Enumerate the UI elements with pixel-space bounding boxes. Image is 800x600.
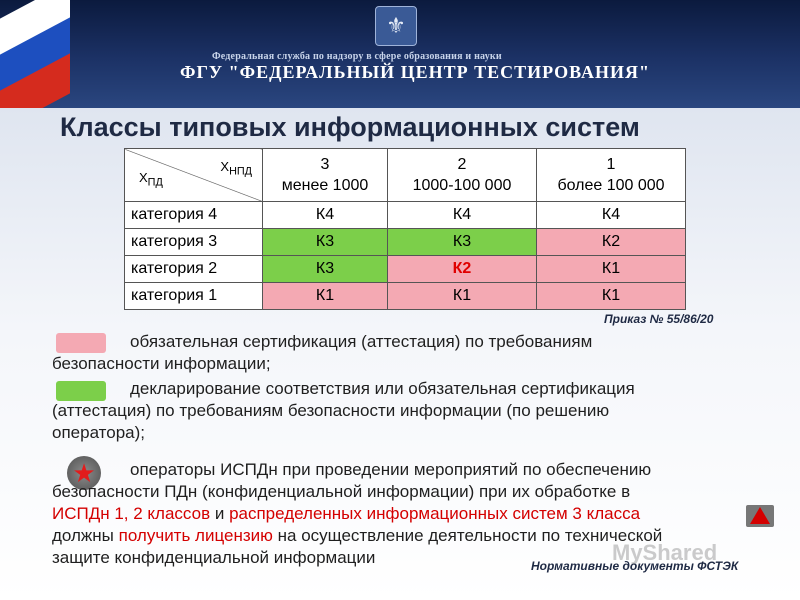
legend-green-text: декларирование соответствия или обязательная сертификация (аттестация) по требованиям безопасности информации (по решению оператора); bbox=[52, 379, 635, 442]
x-npd-label: $Х_{НПД}$ bbox=[220, 159, 252, 178]
row-label: категория 1 bbox=[125, 283, 263, 310]
triangle-up-icon[interactable] bbox=[750, 507, 770, 524]
row-label: категория 3 bbox=[125, 229, 263, 256]
class-cell: К1 bbox=[388, 283, 537, 310]
license-note: операторы ИСПДн при проведении мероприятий по обеспечению безопасности ПДн (конфиденциальной информации) при их обработке в ИСПДн 1, 2 классов и распределенных информационных систем 3 класса должны получить лицензию на осуществление деятельности по технической защите конфиденциальной информации bbox=[52, 460, 663, 567]
class-cell: К4 bbox=[537, 202, 686, 229]
classification-table bbox=[124, 148, 686, 310]
table-row bbox=[125, 229, 686, 256]
class-cell: К1 bbox=[537, 256, 686, 283]
emblem-icon: ⚜ bbox=[375, 6, 417, 46]
row-label: категория 2 bbox=[125, 256, 263, 283]
legend-pink-text: обязательная сертификация (аттестация) по требованиям безопасности информации; bbox=[52, 332, 593, 373]
class-cell: К2 bbox=[537, 229, 686, 256]
table-row bbox=[125, 256, 686, 283]
header-banner bbox=[0, 0, 800, 108]
column-header: 1 более 100 000 bbox=[537, 149, 686, 202]
row-label: категория 4 bbox=[125, 202, 263, 229]
table-row bbox=[125, 283, 686, 310]
agency-name: Федеральная служба по надзору в сфере образования и науки bbox=[212, 51, 502, 62]
class-cell: К4 bbox=[388, 202, 537, 229]
russian-flag-image bbox=[0, 0, 70, 108]
x-pd-label: $Х_{ПД}$ bbox=[139, 170, 163, 189]
organization-name: ФГУ "ФЕДЕРАЛЬНЫЙ ЦЕНТР ТЕСТИРОВАНИЯ" bbox=[180, 62, 650, 82]
watermark: MyShared bbox=[612, 540, 718, 565]
order-reference: Приказ № 55/86/20 bbox=[604, 312, 714, 326]
footer-note: Нормативные документы ФСТЭК bbox=[531, 559, 739, 573]
corner-header-cell bbox=[125, 149, 263, 202]
star-icon: ★ bbox=[67, 456, 101, 490]
column-header: 2 1000-100 000 bbox=[388, 149, 537, 202]
class-cell-highlighted: К2 bbox=[388, 256, 537, 283]
class-cell: К3 bbox=[263, 256, 388, 283]
class-cell: К4 bbox=[263, 202, 388, 229]
column-header: 3 менее 1000 bbox=[263, 149, 388, 202]
class-cell: К1 bbox=[263, 283, 388, 310]
class-cell: К3 bbox=[388, 229, 537, 256]
table-row bbox=[125, 202, 686, 229]
class-cell: К1 bbox=[537, 283, 686, 310]
class-cell: К3 bbox=[263, 229, 388, 256]
slide-title: Классы типовых информационных систем bbox=[60, 112, 640, 142]
table-header-row bbox=[125, 149, 686, 202]
